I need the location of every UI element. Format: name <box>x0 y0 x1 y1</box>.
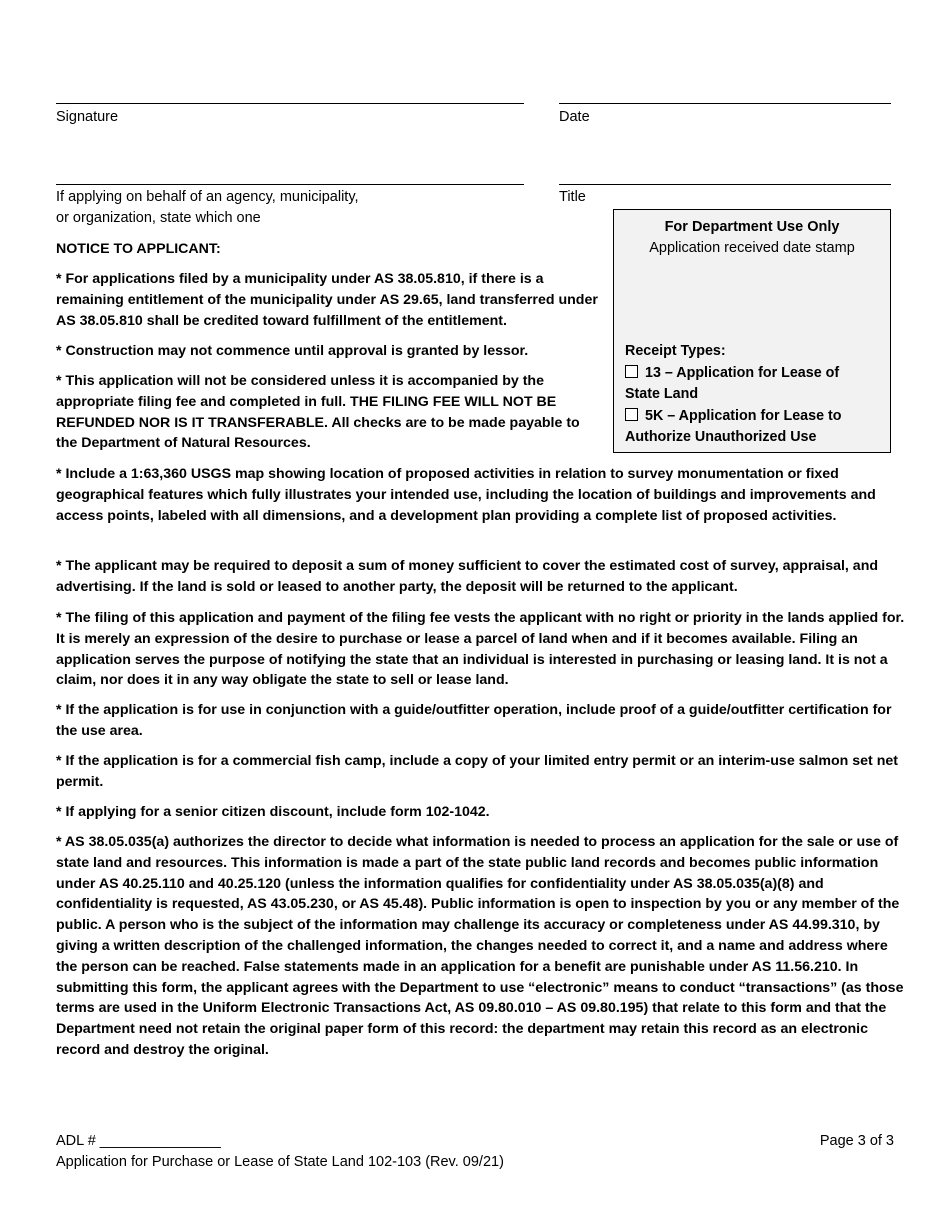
department-use-heading: For Department Use Only <box>664 219 840 235</box>
notice-item-senior-discount: * If applying for a senior citizen discount, include form 102-1042. <box>56 804 490 820</box>
notice-item-public-information: * AS 38.05.035(a) authorizes the director to decide what information is needed to process an application for the sale or use of state land and resources. This information is made a part of the state public land records and becomes public information under AS 40.25.110 and 40.25.120 (unless the information qualifies for confidentiality under AS 38.05.035(a)(8) and confidentiality is requested, AS 43.05.230, or AS 45.48). Public information is open to inspection by you or any member of the public. A person who is the subject of the information may challenge its accuracy or completeness under AS 44.99.310, by giving a written description of the challenged information, the changes needed to correct it, and a name and address where the person can be reached. False statements made in an application for a benefit are punishable under AS 11.56.210. In submitting this form, the applicant agrees with the Department to use “electronic” means to conduct “transactions” (as those terms are used in the Uniform Electronic Transactions Act, AS 09.80.010 – AS 09.80.195) that relate to this form and that the Department need not retain the original paper form of this record: the department may retain this record as an electronic record and destroy the original. <box>56 834 904 1058</box>
date-line[interactable] <box>559 103 891 104</box>
signature-label: Signature <box>56 109 119 125</box>
receipt-option-5k-label: 5K – Application for Lease to <box>645 407 842 424</box>
notice-item-deposit: * The applicant may be required to deposit a sum of money sufficient to cover the estimated cost of survey, appraisal, and advertising. If the land is sold or leased to another party, the deposit will be returned to the applicant. <box>56 558 879 595</box>
notice-item-usgs-map: * Include a 1:63,360 USGS map showing location of proposed activities in relation to survey monumentation or fixed geographical features which fully illustrates your intended use, including the location of buildings and improvements and access points, labeled with all dimensions, and a development plan providing a complete list of proposed activities. <box>56 466 876 524</box>
date-stamp-label: Application received date stamp <box>649 240 855 256</box>
agency-label-line2: or organization, state which one <box>56 210 261 226</box>
agency-line[interactable] <box>56 184 524 185</box>
receipt-option-5k[interactable] <box>625 406 887 428</box>
title-label: Title <box>559 189 586 205</box>
receipt-types-label: Receipt Types: <box>625 343 726 359</box>
receipt-option-5k-continuation: Authorize Unauthorized Use <box>625 429 817 445</box>
notice-item-fish-camp: * If the application is for a commercial fish camp, include a copy of your limited entry permit or an interim-use salmon set net permit. <box>56 753 898 790</box>
department-use-box <box>613 209 891 453</box>
notice-item-filing-fee: * This application will not be considered unless it is accompanied by the appropriate filing fee and completed in full. THE FILING FEE WILL NOT BE REFUNDED NOR IS IT TRANSFERABLE. All checks are to be made payable to the Department of Natural Resources. <box>56 373 580 452</box>
notice-item-no-right: * The filing of this application and payment of the filing fee vests the applicant with no right or priority in the lands applied for. It is merely an expression of the desire to purchase or lease a parcel of land when and if it becomes available. Filing an application serves the purpose of notifying the state that an individual is interested in purchasing or leasing land. It is not a claim, nor does it in any way obligate the state to sell or lease land. <box>56 610 905 689</box>
notice-heading: NOTICE TO APPLICANT: <box>56 241 221 257</box>
receipt-option-13-continuation: State Land <box>625 386 699 402</box>
notice-item-municipality: * For applications filed by a municipality under AS 38.05.810, if there is a remaining entitlement of the municipality under AS 29.65, land transferred under AS 38.05.810 shall be credited toward fulfillment of the entitlement. <box>56 271 598 329</box>
title-line[interactable] <box>559 184 891 185</box>
agency-label-line1: If applying on behalf of an agency, municipality, <box>56 189 359 205</box>
receipt-option-13-label: 13 – Application for Lease of <box>645 364 840 381</box>
notice-item-construction: * Construction may not commence until approval is granted by lessor. <box>56 343 529 359</box>
adl-number-field[interactable]: ADL # _______________ <box>56 1133 221 1149</box>
receipt-types <box>625 341 887 449</box>
receipt-option-13[interactable] <box>625 363 887 385</box>
checkbox-13[interactable] <box>625 365 638 378</box>
form-title: Application for Purchase or Lease of State Land 102-103 (Rev. 09/21) <box>56 1154 504 1170</box>
page-number: Page 3 of 3 <box>819 1133 894 1149</box>
notice-item-guide-outfitter: * If the application is for use in conjunction with a guide/outfitter operation, include proof of a guide/outfitter certification for the use area. <box>56 702 892 739</box>
checkbox-5k[interactable] <box>625 408 638 421</box>
date-label: Date <box>559 109 590 125</box>
signature-line[interactable] <box>56 103 524 104</box>
